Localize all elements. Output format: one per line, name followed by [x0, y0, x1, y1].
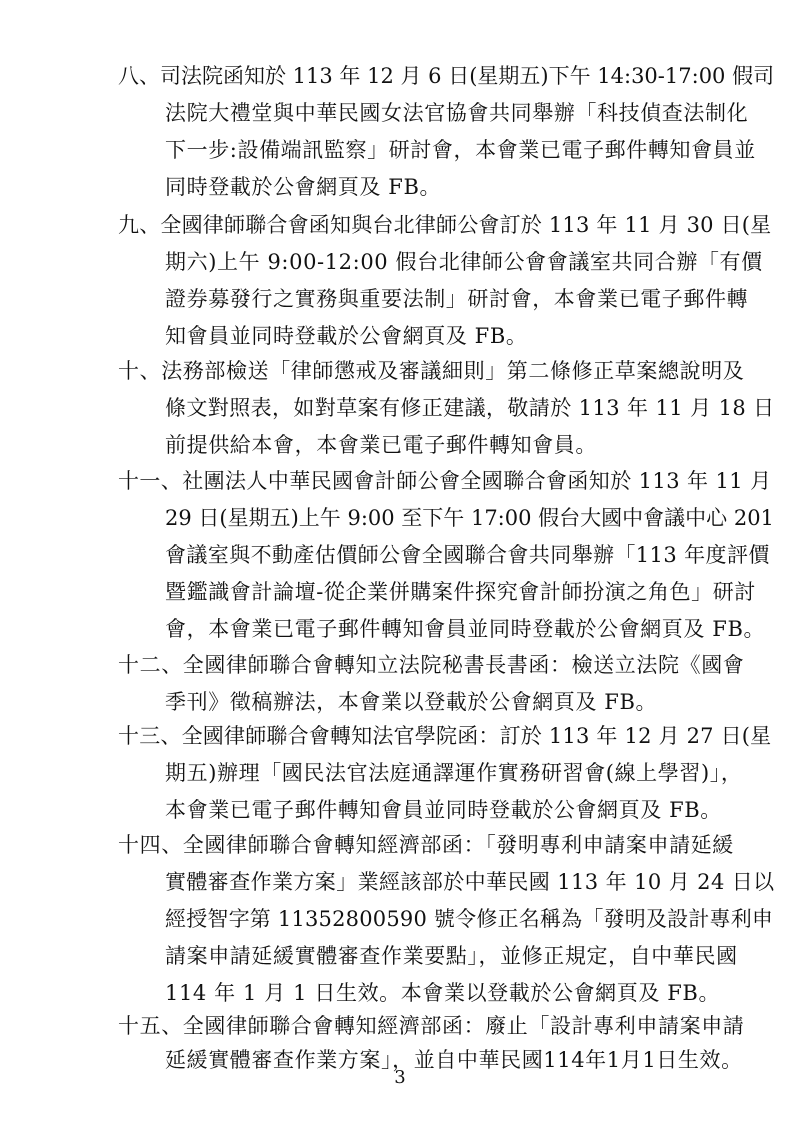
item-line: 證券募發行之實務與重要法制」研討會，本會業已電子郵件轉 — [165, 287, 749, 311]
item-line: 十一、社團法人中華民國會計師公會全國聯合會函知於 113 年 11 月 — [118, 469, 772, 493]
item-line: 十三、全國律師聯合會轉知法官學院函：訂於 113 年 12 月 27 日(星 — [118, 724, 772, 748]
item-line: 期六)上午 9:00-12:00 假台北律師公會會議室共同合辦「有價 — [165, 250, 763, 274]
item-line: 延緩實體審查作業方案」，並自中華民國114年1月1日生效。 — [165, 1048, 743, 1072]
item-line: 同時登載於公會網頁及 FB。 — [165, 175, 442, 199]
item-line: 十五、全國律師聯合會轉知經濟部函：廢止「設計專利申請案申請 — [118, 1014, 745, 1038]
item-line: 下一步:設備端訊監察」研討會，本會業已電子郵件轉知會員並 — [165, 138, 756, 162]
item-line: 會議室與不動產估價師公會全國聯合會共同舉辦「113 年度評價 — [165, 543, 770, 567]
item-line: 十二、全國律師聯合會轉知立法院秘書長書函：檢送立法院《國會 — [118, 653, 745, 677]
item-line: 暨鑑識會計論壇-從企業併購案件探究會計師扮演之角色」研討 — [165, 580, 756, 604]
item-line: 八、司法院函知於 113 年 12 月 6 日(星期五)下午 14:30-17:00 假司 — [118, 64, 775, 88]
item-line: 請案申請延緩實體審查作業要點」，並修正規定，自中華民國 — [165, 944, 738, 968]
item-line: 會，本會業已電子郵件轉知會員並同時登載於公會網頁及 FB。 — [165, 617, 766, 641]
item-line: 知會員並同時登載於公會網頁及 FB。 — [165, 324, 528, 348]
item-line: 經授智字第 11352800590 號令修正名稱為「發明及設計專利申 — [165, 907, 774, 931]
item-line: 114 年 1 月 1 日生效。本會業以登載於公會網頁及 FB。 — [165, 981, 721, 1005]
item-line: 本會業已電子郵件轉知會員並同時登載於公會網頁及 FB。 — [165, 798, 722, 822]
item-line: 十四、全國律師聯合會轉知經濟部函：「發明專利申請案申請延緩 — [118, 833, 734, 857]
item-line: 期五)辦理「國民法官法庭通譯運作實務研習會(線上學習)」， — [165, 761, 743, 785]
item-line: 季刊》徵稿辦法，本會業以登載於公會網頁及 FB。 — [165, 690, 658, 714]
item-line: 九、全國律師聯合會函知與台北律師公會訂於 113 年 11 月 30 日(星 — [118, 213, 772, 237]
item-line: 法院大禮堂與中華民國女法官協會共同舉辦「科技偵查法制化 — [165, 101, 749, 125]
item-line: 前提供給本會，本會業已電子郵件轉知會員。 — [165, 433, 597, 457]
item-line: 條文對照表，如對草案有修正建議，敬請於 113 年 11 月 18 日 — [165, 396, 775, 420]
page-number: 3 — [394, 1067, 406, 1088]
item-line: 實體審查作業方案」業經該部於中華民國 113 年 10 月 24 日以 — [165, 870, 775, 894]
item-line: 十、法務部檢送「律師懲戒及審議細則」第二條修正草案總說明及 — [118, 359, 745, 383]
item-line: 29 日(星期五)上午 9:00 至下午 17:00 假台大國中會議中心 201 — [165, 506, 774, 530]
